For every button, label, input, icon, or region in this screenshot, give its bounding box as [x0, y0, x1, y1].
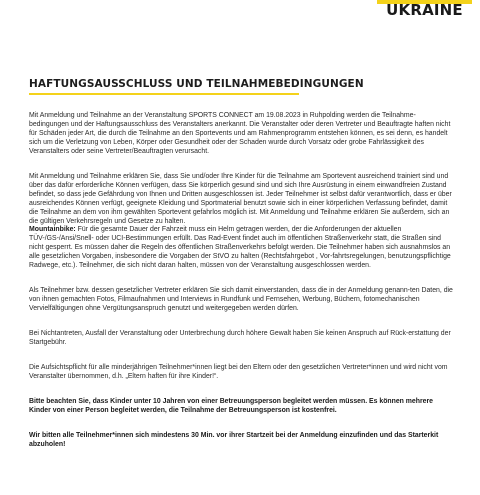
- mountainbike-label: Mountainbike:: [29, 226, 76, 234]
- page-title: HAFTUNGSAUSSCHLUSS UND TEILNAHMEBEDINGUNGEN: [29, 78, 364, 90]
- title-underline: [29, 93, 299, 95]
- paragraph-liability: Mit Anmeldung und Teilnahme an der Veranstaltung SPORTS CONNECT am 19.08.2023 in Ruhpolding werden die Teilnahme-bedingungen und der Haftungsausschluss des Veranstalters anerkannt. Die Veranstalter oder deren Vertreter und Beauftragte haften nicht für Schäden jeder Art, die durch die Teilnahme an den Sportevents und am Rahmenprogramm entstehen können, es sei denn, es handelt sich um die Verletzung von Leben, Körper oder Gesundheit oder der Schaden wurde durch Vorsatz oder grobe Fahrlässigkeit des Veranstalters oder seine Vertreter/Beauftragten verursacht.: [29, 112, 451, 155]
- paragraph-supervision: Die Aufsichtspflicht für alle minderjährigen Teilnehmer*innen liegt bei den Eltern oder den gesetzlichen Vertreter*innen und wird nicht vom Veranstalter übernommen, d.h. „Eltern haften für ihre Kinder!“.: [29, 364, 448, 380]
- mountainbike-text: Für die gesamte Dauer der Fahrzeit muss ein Helm getragen werden, der die Anforderungen der aktuellen TÜV-/GS-/Ansi/Snell- oder UCI-Bestimmungen erfüllt. Das Rad-Event findet auch im öffentlichen Straßenverkehr statt, die Straßen sind nicht gesperrt. Es müssen daher die Regeln des öffentlichen Straßenverkehrs befolgt werden. Die Teilnehmer haben sich ausnahmslos an alle gesetzlichen Vorgaben, insbesondere die Vorgaben der StVO zu halten (Rechtsfahrgebot , Vor-fahrtsregelungen, benutzungspflichtige Radwege, etc.). Teilnehmer, die sich nicht daran halten, müssen von der Veranstaltung ausgeschlossen werden.: [29, 226, 451, 270]
- logo-text: UKRAINE: [386, 1, 463, 18]
- ukraine-logo: [377, 0, 472, 18]
- document-body: [29, 112, 454, 459]
- paragraph-fitness: Mit Anmeldung und Teilnahme erklären Sie, dass Sie und/oder Ihre Kinder für die Teilnahme am Sportevent ausreichend trainiert sind und über das dafür erforderliche Können verfügen, dass Sie körperlich gesund sind und sich Ihre Ausrüstung in einem einwandfreien Zustand befindet, so dass jede Gefährdung von Ihnen und Dritten ausgeschlossen ist. Jeder Teilnehmer ist selbst dafür verantwortlich, dass er über ausreichendes Können verfügt, geeignete Kleidung und Sportmaterial benutzt sowie sich in einer körperlichen Verfassung befindet, damit die Teilnahme an dem von ihm gewählten Sportevent gefahrlos möglich ist. Mit Anmeldung und Teilnahme erklären Sie außerdem, sich an die gültigen Verkehrsregeln und Gesetze zu halten.: [29, 172, 452, 225]
- paragraph-media-consent: Als Teilnehmer bzw. dessen gesetzlicher Vertreter erklären Sie sich damit einverstanden, dass die in der Anmeldung genann-ten Daten, die von ihnen gemachten Fotos, Filmaufnahmen und Interviews in Rundfunk und Fernsehen, Werbung, Büchern, fotomechanischen Vervielfältigungen ohne Vergütungsanspruch genutzt und weitergegeben werden dürfen.: [29, 287, 453, 313]
- heading-block: [29, 74, 449, 95]
- paragraph-refund: Bei Nichtantreten, Ausfall der Veranstaltung oder Unterbrechung durch höhere Gewalt haben Sie keinen Anspruch auf Rück-erstattung der Startgebühr.: [29, 330, 451, 347]
- paragraph-mountainbike: [29, 226, 454, 271]
- paragraph-children-notice: Bitte beachten Sie, dass Kinder unter 10 Jahren von einer Betreuungsperson begleitet werden müssen. Es können mehrere Kinder von einer Person begleitet werden, die Teilnahme der Betreuungsperson ist kostenfrei.: [29, 397, 433, 414]
- paragraph-check-in-notice: Wir bitten alle Teilnehmer*innen sich mindestens 30 Min. vor ihrer Startzeit bei der Anmeldung einzufinden und das Starterkit abzuholen!: [29, 431, 439, 448]
